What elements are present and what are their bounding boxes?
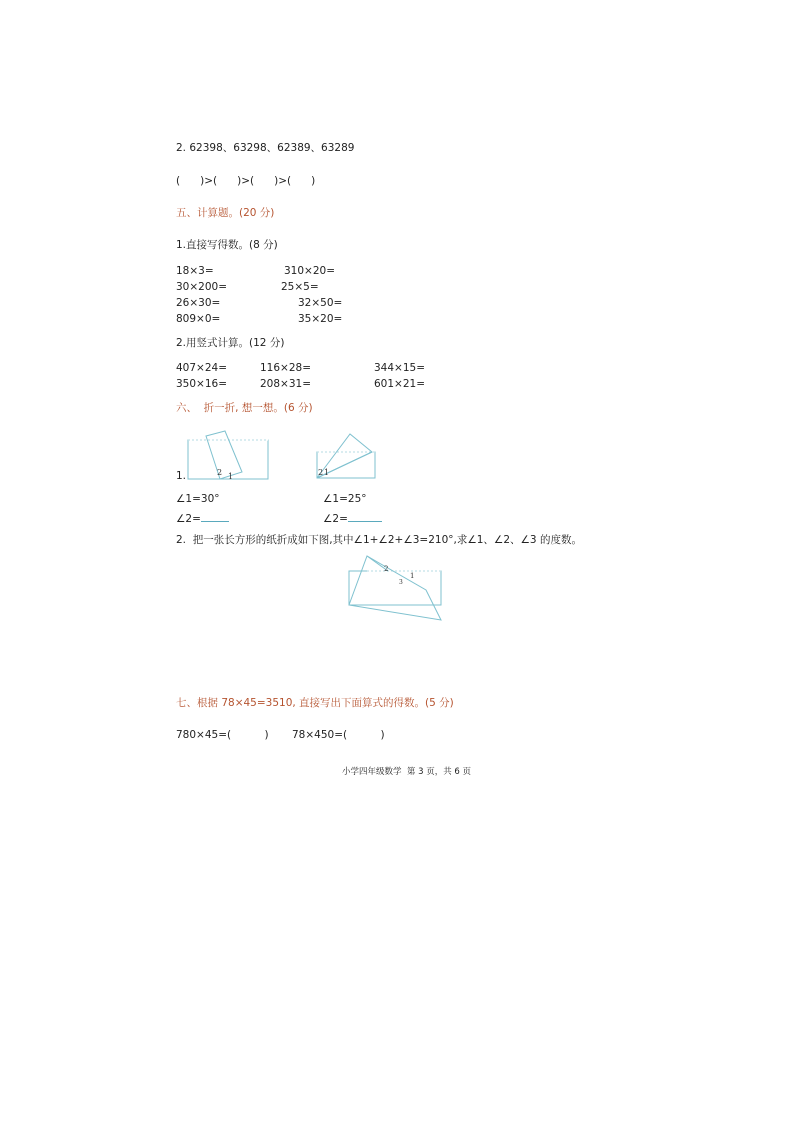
fold-figure-a bbox=[184, 428, 274, 484]
section-7-title: 七、根据 78×45=3510, 直接写出下面算式的得数。(5 分) bbox=[176, 697, 454, 709]
fig-b-angle-2: ∠2= bbox=[323, 513, 348, 525]
vertical-calc-item: 208×31= bbox=[260, 378, 311, 390]
fold-figure-c bbox=[346, 554, 452, 624]
calc-item: 809×0= bbox=[176, 313, 221, 325]
question-1-prefix: 1. bbox=[176, 470, 187, 482]
q4-2-numbers: 2. 62398、63298、62389、63289 bbox=[176, 142, 355, 154]
vertical-calc-item: 407×24= bbox=[176, 362, 227, 374]
fig-b-label-1: 1 bbox=[324, 468, 330, 477]
estimate-item: 78×450=( ) bbox=[292, 729, 385, 741]
fig-c-label-2: 2 bbox=[384, 565, 389, 573]
fold-figure-b bbox=[314, 430, 380, 482]
vertical-calc-item: 116×28= bbox=[260, 362, 311, 374]
calc-item: 25×5= bbox=[281, 281, 319, 293]
fig-a-label-2: 2 bbox=[217, 468, 223, 477]
q4-2-compare: ( )>( )>( )>( ) bbox=[176, 175, 316, 187]
calc-item: 26×30= bbox=[176, 297, 221, 309]
section-6-title: 六、 折一折, 想一想。(6 分) bbox=[176, 402, 313, 414]
calc-item: 32×50= bbox=[298, 297, 343, 309]
calc-item: 30×200= bbox=[176, 281, 227, 293]
fig-a-label-1: 1 bbox=[228, 472, 234, 481]
fig-c-label-1: 1 bbox=[410, 572, 415, 580]
section-5-part1-title: 1.直接写得数。(8 分) bbox=[176, 239, 278, 251]
fig-b-angle-2-line bbox=[323, 512, 382, 525]
fig-b-angle-1: ∠1=25° bbox=[323, 493, 367, 505]
estimate-item: 780×45=( ) bbox=[176, 729, 269, 741]
question-2-text: 2. 把一张长方形的纸折成如下图,其中∠1+∠2+∠3=210°,求∠1、∠2、∠3 的度数。 bbox=[176, 534, 582, 546]
fig-a-angle-2-line bbox=[176, 512, 229, 525]
calc-item: 35×20= bbox=[298, 313, 343, 325]
section-5-title: 五、计算题。(20 分) bbox=[176, 207, 275, 219]
page-footer: 小学四年级数学 第 3 页，共 6 页 bbox=[342, 767, 472, 777]
vertical-calc-item: 350×16= bbox=[176, 378, 227, 390]
fig-c-label-3: 3 bbox=[399, 579, 403, 586]
section-5-part2-title: 2.用竖式计算。(12 分) bbox=[176, 337, 285, 349]
calc-item: 18×3= bbox=[176, 265, 214, 277]
fig-b-label-2: 2 bbox=[318, 468, 324, 477]
answer-blank[interactable] bbox=[348, 512, 382, 522]
vertical-calc-item: 344×15= bbox=[374, 362, 425, 374]
vertical-calc-item: 601×21= bbox=[374, 378, 425, 390]
answer-blank[interactable] bbox=[201, 512, 229, 522]
fig-a-angle-2: ∠2= bbox=[176, 513, 201, 525]
calc-item: 310×20= bbox=[284, 265, 335, 277]
fig-a-angle-1: ∠1=30° bbox=[176, 493, 220, 505]
